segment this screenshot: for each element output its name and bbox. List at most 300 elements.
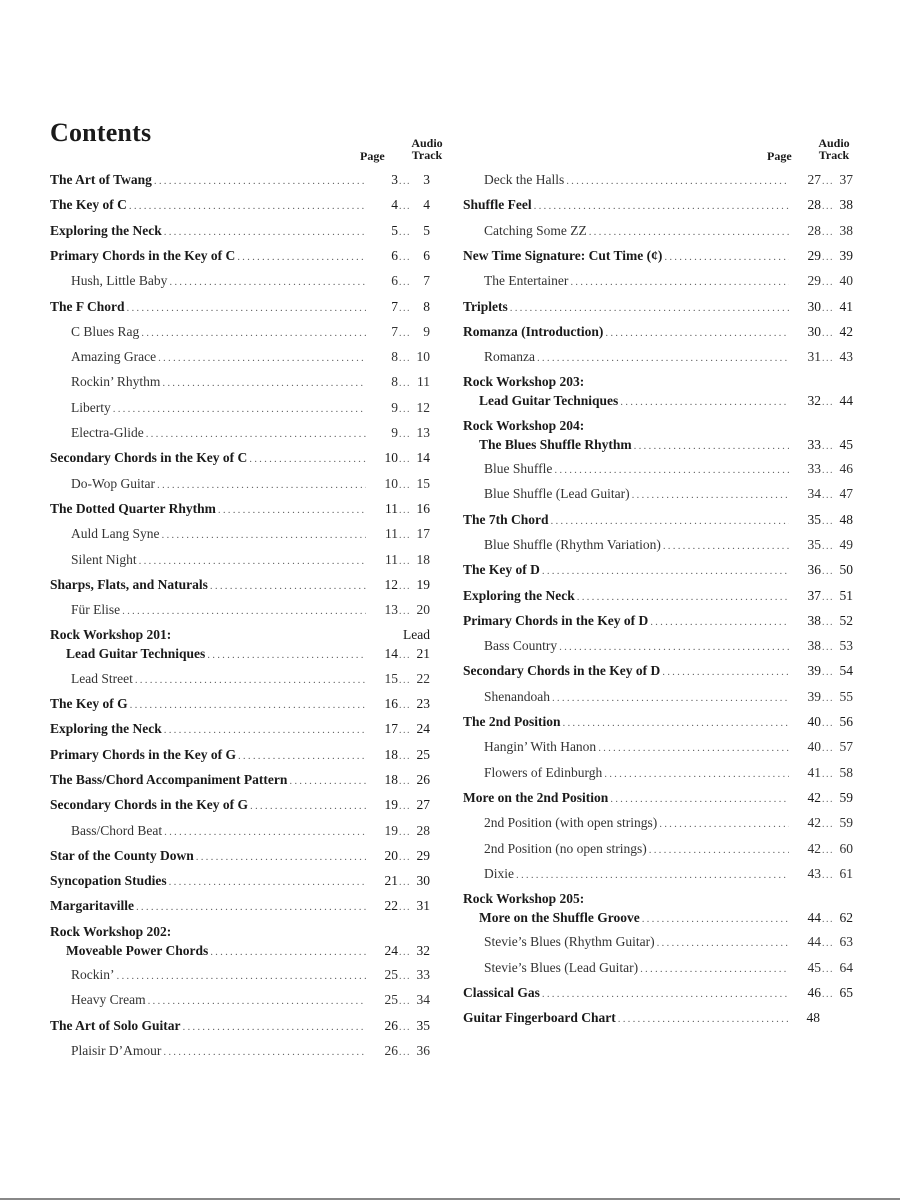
entry-track-number: 28 <box>416 822 430 838</box>
entry-track-number: 50 <box>839 562 853 578</box>
entry-track-number: 26 <box>416 771 430 787</box>
entry-title: Liberty <box>71 399 111 415</box>
toc-entry <box>50 719 430 740</box>
entry-title: Primary Chords in the Key of C <box>50 247 236 263</box>
toc-entry <box>50 896 430 917</box>
dot-leader <box>510 299 789 318</box>
toc-entry <box>50 770 430 791</box>
dot-leader-short <box>822 815 832 834</box>
entry-track-number: 45 <box>839 436 853 452</box>
dot-leader <box>620 393 789 412</box>
dot-leader-short <box>822 562 832 581</box>
toc-entry <box>463 459 853 480</box>
entry-page-number: 34 <box>807 486 821 502</box>
dot-leader <box>605 324 789 343</box>
toc-entry <box>463 889 853 929</box>
dot-leader <box>146 425 366 444</box>
entry-title: Stevie’s Blues (Lead Guitar) <box>484 959 639 975</box>
entry-track-number: 13 <box>416 425 430 440</box>
entry-title: Secondary Chords in the Key of D <box>463 663 661 679</box>
dot-leader-short <box>399 577 409 596</box>
toc-entry <box>50 846 430 867</box>
entry-page-number: 27 <box>807 172 821 187</box>
entry-track-number: 53 <box>839 638 853 654</box>
entry-page-number: 14 <box>384 646 398 662</box>
dot-leader <box>238 747 366 766</box>
entry-title: Exploring the Neck <box>463 587 575 603</box>
dot-leader-short <box>822 638 832 657</box>
toc-entry <box>463 347 853 368</box>
toc-entry <box>463 221 853 242</box>
dot-leader-short <box>822 663 832 682</box>
entry-track-number: 33 <box>416 967 430 982</box>
dot-leader-short <box>399 501 409 520</box>
dot-leader-short <box>822 588 832 607</box>
dot-leader-short <box>822 512 832 531</box>
dot-leader <box>618 1010 788 1029</box>
entry-track-number: 59 <box>839 815 853 831</box>
dot-leader <box>642 910 789 929</box>
entry-page-number: 10 <box>384 475 398 491</box>
entry-track-number: 24 <box>416 721 430 737</box>
entry-page-number: 13 <box>384 602 398 618</box>
entry-track-number: 15 <box>416 475 430 491</box>
entry-title: The Key of G <box>50 696 128 711</box>
entry-page-number: 8 <box>391 349 398 365</box>
entry-page-number: 19 <box>384 822 398 838</box>
entry-page-number: 25 <box>384 992 398 1008</box>
entry-title: Deck the Halls <box>484 172 565 187</box>
entry-page-number: 33 <box>807 461 821 476</box>
dot-leader-short <box>822 841 832 860</box>
dot-leader <box>563 714 789 733</box>
dot-leader-short <box>822 461 832 480</box>
toc-entry <box>50 1041 430 1062</box>
toc-entry <box>50 575 430 596</box>
entry-track-number: 23 <box>416 696 430 711</box>
entry-title: Heavy Cream <box>71 992 146 1008</box>
entry-page-number: 26 <box>384 1042 398 1058</box>
entry-page-number: 30 <box>807 323 821 339</box>
dot-leader-short <box>822 324 832 343</box>
entry-page-number: 24 <box>384 942 398 958</box>
dot-leader <box>129 197 366 216</box>
toc-entry <box>50 322 430 343</box>
dot-leader <box>162 374 366 393</box>
entry-page-number: 30 <box>807 298 821 314</box>
entry-track-number: 64 <box>839 959 853 975</box>
entry-subtitle: Moveable Power Chords <box>66 942 209 958</box>
toc-entry <box>50 271 430 292</box>
entry-track-number: 21 <box>416 646 430 662</box>
dot-leader <box>148 992 366 1011</box>
dot-leader-short <box>399 967 409 986</box>
entry-track-number: 12 <box>416 399 430 415</box>
dot-leader-short <box>822 910 832 929</box>
toc-entry <box>463 611 853 632</box>
entry-page-number: 38 <box>807 638 821 654</box>
entry-page-number: 38 <box>807 612 821 628</box>
entry-track-number: 55 <box>839 688 853 704</box>
page-column-header: Page <box>360 149 385 163</box>
entry-title: Primary Chords in the Key of G <box>50 746 236 762</box>
entry-track-number: 14 <box>416 450 430 466</box>
toc-entry <box>50 499 430 520</box>
dot-leader-short <box>822 486 832 505</box>
entry-page-number: 8 <box>391 374 398 390</box>
entry-track-number: 39 <box>839 247 853 263</box>
entry-page-number: 28 <box>807 197 821 213</box>
toc-entry <box>50 297 430 318</box>
toc-entry <box>463 983 853 1004</box>
entry-title: The F Chord <box>50 298 125 314</box>
entry-track-number: 38 <box>839 222 853 238</box>
entry-page-number: 28 <box>807 222 821 238</box>
entry-track-number: 31 <box>416 898 430 914</box>
entry-track-number: 30 <box>416 873 430 889</box>
toc-entry <box>463 510 853 531</box>
dot-leader <box>135 671 366 690</box>
dot-leader <box>207 646 366 665</box>
entry-page-number: 3 <box>391 172 398 187</box>
dot-leader-short <box>822 248 832 267</box>
dot-leader-short <box>822 714 832 733</box>
entry-page-number: 21 <box>384 873 398 889</box>
entry-title: Lead Street <box>71 670 133 686</box>
entry-title: Bass/Chord Beat <box>71 822 163 838</box>
dot-leader <box>663 537 789 556</box>
entry-title: Romanza <box>484 349 535 365</box>
entry-title: New Time Signature: Cut Time (¢) <box>463 247 663 263</box>
entry-title: The 2nd Position <box>463 714 561 729</box>
entry-title: Bass Country <box>484 638 558 654</box>
dot-leader-short <box>399 797 409 816</box>
entry-title: Margaritaville <box>50 898 134 914</box>
toc-entry <box>50 625 430 665</box>
entry-track-number: 37 <box>839 172 853 187</box>
dot-leader-short <box>822 934 832 953</box>
toc-entry <box>50 448 430 469</box>
dot-leader <box>183 1018 367 1037</box>
toc-entry <box>463 297 853 318</box>
toc-entry <box>463 958 853 979</box>
dot-leader <box>662 663 789 682</box>
toc-entry <box>50 398 430 419</box>
dot-leader-short <box>399 349 409 368</box>
entry-title: Auld Lang Syne <box>71 526 160 542</box>
entry-page-number: 37 <box>807 587 821 603</box>
dot-leader-short <box>822 393 832 412</box>
entry-track-number: 27 <box>416 797 430 813</box>
dot-leader-short <box>399 450 409 469</box>
entry-page-number: 40 <box>807 739 821 755</box>
dot-leader <box>127 299 366 318</box>
entry-track-number: 16 <box>416 500 430 516</box>
toc-entry <box>463 839 853 860</box>
entry-title: Exploring the Neck <box>50 222 162 238</box>
entry-track-number: 9 <box>423 323 430 339</box>
dot-leader-short <box>822 537 832 556</box>
dot-leader-short <box>399 721 409 740</box>
dot-leader <box>210 943 366 962</box>
dot-leader <box>640 960 789 979</box>
dot-leader-short <box>399 772 409 791</box>
toc-entry <box>463 661 853 682</box>
entry-page-number: 22 <box>384 898 398 914</box>
entry-page-number: 7 <box>391 323 398 339</box>
entry-track-number: 51 <box>839 587 853 603</box>
toc-entry <box>50 1016 430 1037</box>
dot-leader-short <box>399 602 409 621</box>
dot-leader-short <box>822 790 832 809</box>
entry-page-number: 12 <box>384 576 398 592</box>
dot-leader <box>113 400 366 419</box>
dot-leader <box>250 797 366 816</box>
dot-leader-short <box>399 1043 409 1062</box>
entry-title: Blue Shuffle (Lead Guitar) <box>484 486 630 502</box>
entry-track-number: 8 <box>423 298 430 314</box>
entry-track-number: 54 <box>839 663 853 679</box>
entry-track-number: 59 <box>839 789 853 805</box>
entry-title: Rock Workshop 204: <box>463 417 585 433</box>
entry-track-number: 43 <box>839 349 853 365</box>
entry-title: Blue Shuffle (Rhythm Variation) <box>484 536 661 552</box>
entry-title: Romanza (Introduction) <box>463 323 604 339</box>
dot-leader-short <box>399 552 409 571</box>
dot-leader <box>130 696 366 715</box>
entry-title: Catching Some ZZ <box>484 222 587 238</box>
entry-title: Do-Wop Guitar <box>71 475 156 491</box>
entry-track-note: Lead <box>403 627 430 643</box>
dot-leader <box>289 772 366 791</box>
dot-leader-short <box>399 747 409 766</box>
dot-leader <box>237 248 366 267</box>
toc-entry <box>50 423 430 444</box>
toc-entry <box>50 694 430 715</box>
toc-entry <box>463 763 853 784</box>
entry-title: The Dotted Quarter Rhythm <box>50 500 216 516</box>
entry-page-number: 15 <box>384 670 398 686</box>
entry-title: Rock Workshop 202: <box>50 923 172 939</box>
dot-leader <box>163 1043 366 1062</box>
dot-leader <box>196 848 366 867</box>
entry-title: Sharps, Flats, and Naturals <box>50 576 208 592</box>
dot-leader <box>577 588 789 607</box>
page-column-header: Page <box>767 149 792 163</box>
dot-leader <box>249 450 366 469</box>
dot-leader-short <box>822 223 832 242</box>
dot-leader <box>169 873 366 892</box>
entry-track-number: 35 <box>416 1017 430 1033</box>
entry-track-number: 60 <box>839 840 853 856</box>
entry-track-number: 56 <box>839 714 853 729</box>
entry-title: Rock Workshop 203: <box>463 374 585 390</box>
dot-leader-short <box>399 526 409 545</box>
entry-track-number: 57 <box>839 739 853 755</box>
entry-page-number: 42 <box>807 815 821 831</box>
entry-track-number: 19 <box>416 576 430 592</box>
entry-track-number: 42 <box>839 323 853 339</box>
entry-subtitle: Lead Guitar Techniques <box>66 646 206 662</box>
entry-title: 2nd Position (no open strings) <box>484 840 647 856</box>
dot-leader <box>664 248 789 267</box>
entry-subtitle: More on the Shuffle Groove <box>479 910 640 926</box>
toc-entry <box>463 372 853 412</box>
dot-leader-short <box>399 823 409 842</box>
dot-leader-short <box>399 324 409 343</box>
entry-page-number: 6 <box>391 247 398 263</box>
dot-leader <box>139 552 366 571</box>
dot-leader <box>169 273 366 292</box>
dot-leader-short <box>822 349 832 368</box>
toc-entry <box>50 871 430 892</box>
dot-leader-short <box>822 437 832 456</box>
dot-leader <box>162 526 367 545</box>
entry-page-number: 35 <box>807 511 821 527</box>
toc-entry <box>463 864 853 885</box>
entry-track-number: 44 <box>839 393 853 409</box>
entry-title: Stevie’s Blues (Rhythm Guitar) <box>484 934 655 950</box>
dot-leader <box>650 613 789 632</box>
entry-track-number: 20 <box>416 602 430 618</box>
entry-page-number: 36 <box>807 562 821 578</box>
entry-track-number: 48 <box>839 511 853 527</box>
entry-subtitle: The Blues Shuffle Rhythm <box>479 436 632 452</box>
entry-title: Blue Shuffle <box>484 461 553 476</box>
entry-track-number: 46 <box>839 461 853 476</box>
entry-title: Exploring the Neck <box>50 721 162 737</box>
entry-title: Silent Night <box>71 551 137 567</box>
dot-leader <box>554 461 789 480</box>
dot-leader-short <box>399 476 409 495</box>
dot-leader-short <box>399 943 409 962</box>
dot-leader <box>122 602 366 621</box>
toc-entry <box>50 965 430 986</box>
dot-leader <box>598 739 789 758</box>
toc-entry <box>50 195 430 216</box>
entry-title: Electra-Glide <box>71 425 144 440</box>
toc-entry <box>50 372 430 393</box>
entry-page-number: 26 <box>384 1017 398 1033</box>
dot-leader <box>117 967 367 986</box>
toc-entry <box>463 195 853 216</box>
entry-track-number: 29 <box>416 847 430 863</box>
entry-title: Hangin’ With Hanon <box>484 739 597 755</box>
dot-leader-short <box>399 992 409 1011</box>
entry-page-number: 42 <box>807 789 821 805</box>
toc-entry <box>50 990 430 1011</box>
toc-entry <box>50 170 430 191</box>
entry-track-number: 58 <box>839 764 853 780</box>
entry-track-number: 47 <box>839 486 853 502</box>
toc-entry <box>463 813 853 834</box>
dot-leader <box>218 501 366 520</box>
toc-entry <box>50 524 430 545</box>
dot-leader-short <box>399 646 409 665</box>
entry-page-number: 19 <box>384 797 398 813</box>
entry-title: Star of the County Down <box>50 847 194 863</box>
entry-page-number: 18 <box>384 771 398 787</box>
entry-page-number: 31 <box>807 349 821 365</box>
entry-page-number: 39 <box>807 688 821 704</box>
dot-leader-short <box>399 696 409 715</box>
dot-leader <box>136 898 366 917</box>
dot-leader-short <box>822 299 832 318</box>
dot-leader <box>164 721 366 740</box>
dot-leader-short <box>822 739 832 758</box>
entry-track-number: 61 <box>839 865 853 881</box>
dot-leader-short <box>822 172 832 191</box>
dot-leader <box>154 172 366 191</box>
entry-title: Secondary Chords in the Key of G <box>50 797 249 813</box>
dot-leader-short <box>822 985 832 1004</box>
dot-leader-short <box>822 613 832 632</box>
dot-leader-short <box>822 960 832 979</box>
entry-track-number: 6 <box>423 247 430 263</box>
entry-track-number: 17 <box>416 526 430 542</box>
entry-track-number: 3 <box>423 172 430 187</box>
entry-page-number: 17 <box>384 721 398 737</box>
dot-leader <box>649 841 789 860</box>
entry-title: Syncopation Studies <box>50 873 167 889</box>
entry-title: The Bass/Chord Accompaniment Pattern <box>50 771 288 787</box>
dot-leader-short <box>399 873 409 892</box>
entry-page-number: 45 <box>807 959 821 975</box>
entry-page-number: 42 <box>807 840 821 856</box>
toc-entry <box>463 788 853 809</box>
entry-title: The Art of Solo Guitar <box>50 1017 181 1033</box>
dot-leader-short <box>822 689 832 708</box>
toc-entry <box>463 322 853 343</box>
entry-page-number: 11 <box>385 526 398 542</box>
entry-track-number: 49 <box>839 536 853 552</box>
entry-page-number: 29 <box>807 247 821 263</box>
entry-track-number: 5 <box>423 222 430 238</box>
entry-page-number: 41 <box>807 764 821 780</box>
toc-entry <box>50 600 430 621</box>
entry-track-number: 36 <box>416 1042 430 1058</box>
entry-track-number: 40 <box>839 273 853 289</box>
dot-leader <box>542 985 789 1004</box>
entry-title: Amazing Grace <box>71 349 157 365</box>
entry-title: Classical Gas <box>463 985 540 1000</box>
entry-track-number: 10 <box>416 349 430 365</box>
entry-track-number: 38 <box>839 197 853 213</box>
entry-page-number: 35 <box>807 536 821 552</box>
toc-entry <box>463 170 853 191</box>
entry-page-number: 25 <box>384 967 398 982</box>
dot-leader <box>551 512 789 531</box>
entry-title: Rockin’ Rhythm <box>71 374 161 390</box>
dot-leader <box>141 324 366 343</box>
dot-leader <box>657 934 789 953</box>
toc-entry <box>463 636 853 657</box>
audio-track-column-header: Audio Track <box>411 136 443 162</box>
dot-leader-short <box>399 425 409 444</box>
entry-title: The Art of Twang <box>50 172 152 187</box>
toc-entry <box>463 535 853 556</box>
entry-track-number: 4 <box>423 197 430 213</box>
entry-track-number: 63 <box>839 934 853 950</box>
page-title: Contents <box>50 118 152 147</box>
toc-entry <box>50 347 430 368</box>
dot-leader-short <box>399 374 409 393</box>
toc-entry <box>463 687 853 708</box>
dot-leader <box>210 577 366 596</box>
entry-track-number: 25 <box>416 746 430 762</box>
entry-page-number: 39 <box>807 663 821 679</box>
entry-title: The 7th Chord <box>463 511 549 527</box>
